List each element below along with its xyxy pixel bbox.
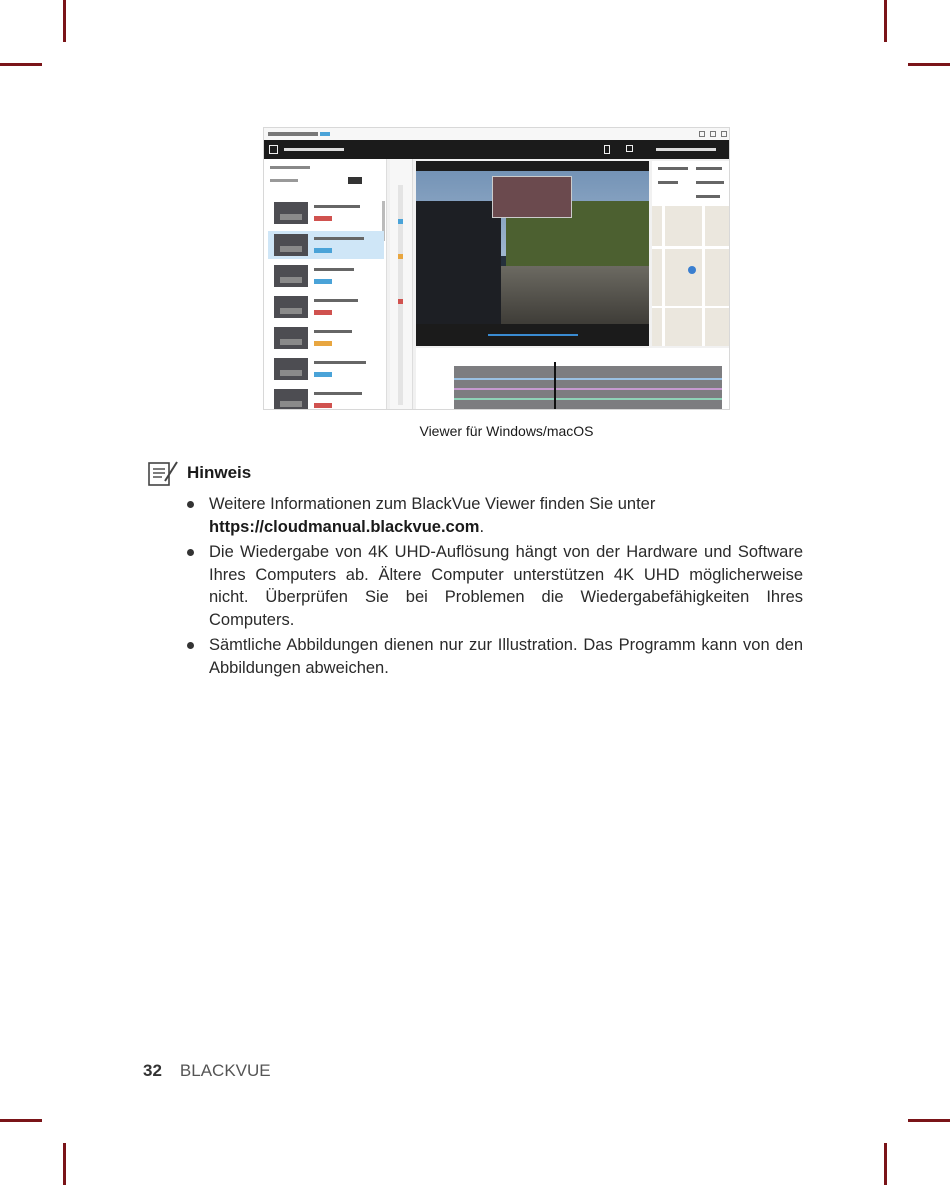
timeline-bar — [398, 185, 403, 405]
app-logo-accent — [320, 132, 330, 136]
location-pin-icon — [688, 266, 696, 274]
note-list — [187, 493, 803, 682]
timeline-strip — [390, 159, 413, 410]
file-row-text — [314, 237, 364, 240]
map-icon — [626, 145, 633, 152]
map-road — [662, 206, 665, 346]
note-item — [187, 493, 803, 538]
crop-mark — [884, 0, 887, 42]
gps-map — [652, 206, 730, 346]
note-text: Sämtliche Abbildungen dienen nur zur Illustration. Das Programm kann von den Abbildungen abweichen. — [209, 636, 803, 677]
file-row-text — [314, 205, 360, 208]
video-player — [416, 161, 649, 346]
video-topbar — [416, 161, 649, 171]
viewer-screenshot — [263, 127, 730, 410]
crop-mark — [63, 1143, 66, 1185]
event-badge — [314, 216, 332, 221]
file-row-text — [314, 330, 352, 333]
file-row-text — [314, 268, 354, 271]
bullet-icon — [187, 501, 194, 508]
note-item — [187, 634, 803, 679]
playback-progress — [488, 334, 578, 336]
minimize-icon — [699, 131, 705, 137]
file-row — [268, 262, 384, 290]
info-panel — [652, 161, 730, 206]
folder-icon — [269, 145, 278, 154]
event-badge — [314, 248, 332, 253]
note-title: Hinweis — [187, 463, 252, 482]
note-text-end: . — [479, 517, 485, 536]
rear-camera-pip — [492, 176, 572, 218]
info-line — [696, 167, 722, 170]
file-row — [268, 199, 384, 227]
file-row-text — [314, 392, 362, 395]
crop-mark — [0, 1119, 42, 1122]
event-badge — [314, 279, 332, 284]
footer-brand: BLACKVUE — [179, 1061, 271, 1080]
page-number: 32 — [143, 1061, 162, 1080]
toolbar-label — [656, 148, 716, 151]
graph-line — [454, 388, 722, 390]
video-thumbnail — [274, 265, 308, 287]
event-badge — [314, 310, 332, 315]
crop-mark — [884, 1143, 887, 1185]
event-badge — [314, 372, 332, 377]
viewer-toolbar — [264, 140, 729, 159]
file-row — [268, 293, 384, 321]
video-dashboard — [416, 201, 501, 341]
file-list-header — [270, 166, 310, 169]
file-row — [268, 324, 384, 352]
close-icon — [721, 131, 727, 137]
toolbar-label — [284, 148, 344, 151]
graph-cursor — [554, 362, 556, 410]
video-thumbnail — [274, 327, 308, 349]
graph-line — [454, 398, 722, 400]
event-badge — [314, 403, 332, 408]
note-text: Weitere Informationen zum BlackVue Viewer finden Sie unter — [209, 495, 656, 513]
file-row — [268, 355, 384, 383]
map-road — [652, 246, 730, 249]
file-row-text — [314, 299, 358, 302]
video-thumbnail — [274, 202, 308, 224]
info-line — [696, 181, 724, 184]
bullet-icon — [187, 549, 194, 556]
settings-icon — [604, 145, 610, 154]
info-line — [658, 167, 688, 170]
graph-line — [454, 378, 722, 380]
manual-link[interactable]: https://cloudmanual.blackvue.com — [209, 517, 480, 536]
map-road — [702, 206, 705, 346]
timeline-marker — [398, 254, 403, 259]
event-badge — [314, 341, 332, 346]
note-icon — [147, 459, 179, 489]
video-thumbnail — [274, 234, 308, 256]
crop-mark — [908, 1119, 950, 1122]
file-list-subheader — [270, 179, 298, 182]
maximize-icon — [710, 131, 716, 137]
page-footer — [143, 1061, 271, 1081]
timeline-marker — [398, 219, 403, 224]
crop-mark — [63, 0, 66, 42]
video-thumbnail — [274, 389, 308, 410]
file-row-selected — [268, 231, 384, 259]
map-road — [652, 306, 730, 308]
g-sensor-graph — [416, 348, 730, 410]
crop-mark — [908, 63, 950, 66]
note-text: Die Wiedergabe von 4K UHD-Auflösung hängt von der Hardware und Software Ihres Computers ab. Ältere Computer unterstützen 4K UHD möglicherweise nicht. Überprüfen Sie bei Problemen die Wiedergabefähigkeiten Ihres Computers. — [209, 543, 803, 629]
bullet-icon — [187, 642, 194, 649]
file-row-text — [314, 361, 366, 364]
figure-caption: Viewer für Windows/macOS — [419, 423, 594, 439]
crop-mark — [0, 63, 42, 66]
info-line — [696, 195, 720, 198]
video-thumbnail — [274, 358, 308, 380]
note-item — [187, 541, 803, 631]
info-line — [658, 181, 678, 184]
timeline-marker — [398, 299, 403, 304]
app-logo — [268, 132, 318, 136]
file-row — [268, 386, 384, 410]
video-thumbnail — [274, 296, 308, 318]
file-list-panel — [264, 159, 387, 410]
view-toggle-icon — [348, 177, 362, 184]
